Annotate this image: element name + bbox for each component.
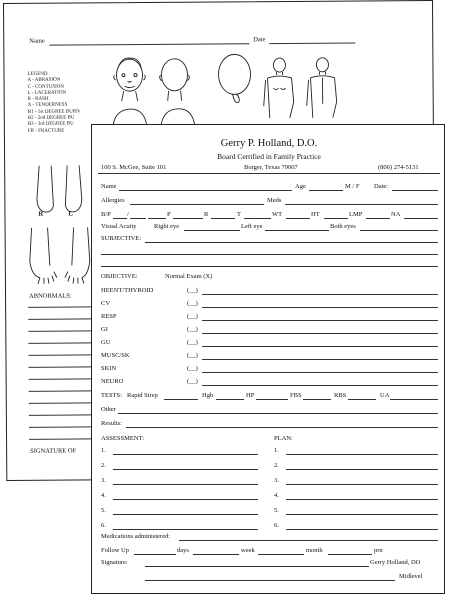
abnormals-line[interactable] bbox=[29, 414, 95, 415]
doctor-subtitle: Board Certified in Family Practice bbox=[217, 152, 321, 161]
rbs-field[interactable] bbox=[348, 399, 376, 400]
system-notes-line[interactable] bbox=[202, 320, 438, 321]
child-head-back-figure bbox=[156, 55, 192, 103]
plan-number: 6. bbox=[274, 522, 279, 529]
signature-label: SIGNATURE OF bbox=[30, 447, 77, 455]
right-eye-label: Right eye bbox=[154, 223, 180, 230]
legend-item: X - TENDERNESS bbox=[27, 103, 68, 109]
normal-checkbox[interactable]: (__) bbox=[187, 313, 198, 320]
medications-administered-field[interactable] bbox=[179, 540, 438, 541]
adult-head-top-figure bbox=[214, 52, 254, 108]
abnormals-line[interactable] bbox=[29, 426, 95, 427]
system-label: CV bbox=[101, 300, 111, 307]
fbs-label: FBS bbox=[290, 392, 302, 399]
system-notes-line[interactable] bbox=[202, 294, 438, 295]
rbs-label: RBS bbox=[334, 392, 347, 399]
bp-systolic-field[interactable] bbox=[113, 218, 127, 219]
fbs-field[interactable] bbox=[303, 399, 331, 400]
assessment-line[interactable] bbox=[113, 484, 258, 485]
temp-field[interactable] bbox=[211, 218, 235, 219]
plan-number: 5. bbox=[274, 507, 279, 514]
hgb-field[interactable] bbox=[216, 399, 244, 400]
date-field[interactable] bbox=[392, 190, 438, 191]
date-label: Date bbox=[253, 36, 266, 44]
system-label: GI bbox=[101, 326, 108, 333]
normal-checkbox[interactable]: (__) bbox=[187, 378, 198, 385]
hp-label: HP bbox=[246, 392, 255, 399]
legend-item: B1 - 1st DEGREE BURN bbox=[27, 109, 80, 115]
assessment-line[interactable] bbox=[113, 454, 258, 455]
assessment-number: 1. bbox=[101, 447, 106, 454]
week-label: week bbox=[241, 547, 255, 554]
subjective-line[interactable] bbox=[145, 242, 438, 243]
left-eye-field[interactable] bbox=[265, 230, 329, 231]
weight-field[interactable] bbox=[244, 218, 271, 219]
legend-item: L - LACERATION bbox=[27, 90, 67, 96]
subjective-line[interactable] bbox=[101, 266, 438, 267]
plan-line[interactable] bbox=[286, 469, 438, 470]
rapid-strep-label: Rapid Strep bbox=[127, 392, 158, 399]
legend-title: LEGEND bbox=[27, 71, 48, 77]
rapid-strep-field[interactable] bbox=[164, 399, 198, 400]
normal-checkbox[interactable]: (__) bbox=[187, 300, 198, 307]
bp-diastolic-field[interactable] bbox=[130, 218, 146, 219]
system-label: GU bbox=[101, 339, 111, 346]
wt-label: WT bbox=[272, 211, 283, 218]
abnormals-line[interactable] bbox=[28, 318, 94, 319]
assessment-line[interactable] bbox=[113, 469, 258, 470]
tests-label: TESTS: bbox=[101, 392, 122, 399]
system-notes-line[interactable] bbox=[202, 346, 438, 347]
na-trailing-field[interactable] bbox=[404, 218, 438, 219]
both-eyes-field[interactable] bbox=[360, 230, 438, 231]
ht-label: HT bbox=[311, 211, 320, 218]
na-field[interactable] bbox=[366, 218, 390, 219]
height-field[interactable] bbox=[286, 218, 310, 219]
visual-acuity-label: Visual Acuity bbox=[101, 223, 137, 230]
abnormals-line[interactable] bbox=[28, 342, 94, 343]
both-eyes-label: Both eyes bbox=[330, 223, 356, 230]
legend-item: B2 - 2nd DEGREE BU bbox=[27, 115, 75, 121]
physician-signature-line[interactable] bbox=[145, 566, 369, 567]
normal-checkbox[interactable]: (__) bbox=[187, 365, 198, 372]
system-notes-line[interactable] bbox=[202, 333, 438, 334]
follow-up-month-field[interactable] bbox=[258, 554, 304, 555]
assessment-line[interactable] bbox=[113, 529, 258, 530]
other-label: Other bbox=[101, 406, 116, 413]
assessment-number: 3. bbox=[101, 477, 106, 484]
plan-number: 4. bbox=[274, 492, 279, 499]
plan-line[interactable] bbox=[286, 454, 438, 455]
midlevel-label: Midlevel bbox=[399, 573, 423, 580]
abnormals-line[interactable] bbox=[29, 402, 95, 403]
name-line[interactable] bbox=[49, 43, 249, 45]
legend-item: C - CONTUSION bbox=[27, 84, 64, 90]
objective-label: OBJECTIVE: bbox=[101, 273, 138, 280]
normal-checkbox[interactable]: (__) bbox=[187, 339, 198, 346]
system-label: SKIN bbox=[101, 365, 117, 372]
age-label: Age bbox=[295, 183, 306, 190]
results-field[interactable] bbox=[126, 427, 438, 428]
abnormals-line[interactable] bbox=[28, 330, 94, 331]
foot-label-right: R bbox=[38, 210, 44, 218]
legend-item: A - ABRASION bbox=[27, 77, 61, 84]
ua-field[interactable] bbox=[390, 399, 438, 400]
feet-sole-figure bbox=[26, 225, 96, 287]
system-notes-line[interactable] bbox=[202, 372, 438, 373]
abnormals-line[interactable] bbox=[29, 378, 95, 379]
system-notes-line[interactable] bbox=[202, 307, 438, 308]
pulse-field[interactable] bbox=[148, 218, 166, 219]
meds-label: Meds bbox=[267, 197, 282, 204]
plan-line[interactable] bbox=[286, 484, 438, 485]
abnormals-line[interactable] bbox=[29, 390, 95, 391]
age-field[interactable] bbox=[309, 190, 343, 191]
lmp-label: LMP bbox=[349, 211, 363, 218]
hgb-label: Hgb bbox=[202, 392, 214, 399]
lmp-field[interactable] bbox=[324, 218, 348, 219]
midlevel-signature-line[interactable] bbox=[145, 580, 395, 581]
phone: (806) 274-5131 bbox=[378, 164, 419, 171]
signature-label: Signature: bbox=[101, 559, 128, 566]
adult-body-front-figure bbox=[261, 56, 297, 120]
name-label: Name bbox=[29, 37, 45, 45]
prn-label: prn bbox=[374, 547, 383, 554]
plan-number: 2. bbox=[274, 462, 279, 469]
header-divider bbox=[98, 173, 440, 174]
right-eye-field[interactable] bbox=[184, 230, 240, 231]
abnormals-line[interactable] bbox=[29, 438, 95, 439]
allergies-label: Allergies bbox=[101, 197, 125, 204]
abnormals-label: ABNORMALS: bbox=[29, 292, 72, 300]
abnormals-line[interactable] bbox=[28, 354, 94, 355]
legend-item: B3 - 3rd DEGREE BU bbox=[27, 121, 74, 128]
t-label: T bbox=[237, 211, 241, 218]
assessment-line[interactable] bbox=[113, 514, 258, 515]
system-notes-line[interactable] bbox=[202, 359, 438, 360]
name-field[interactable] bbox=[119, 190, 292, 191]
resp-field[interactable] bbox=[173, 218, 203, 219]
adult-body-back-figure bbox=[304, 56, 340, 120]
assessment-number: 6. bbox=[101, 522, 106, 529]
left-eye-label: Left eye bbox=[241, 223, 263, 230]
assessment-number: 4. bbox=[101, 492, 106, 499]
child-face-front-figure bbox=[109, 53, 149, 103]
results-label: Results: bbox=[101, 420, 122, 427]
address: 100 S. McGee, Suite 101 bbox=[101, 164, 167, 171]
subjective-line[interactable] bbox=[101, 254, 438, 255]
signer-name: Gerry Holland, DO bbox=[370, 559, 421, 566]
system-label: HEENT/THYROID bbox=[101, 287, 154, 294]
hp-field[interactable] bbox=[256, 399, 288, 400]
follow-up-week-field[interactable] bbox=[193, 554, 239, 555]
abnormals-line[interactable] bbox=[29, 366, 95, 367]
legend bbox=[27, 71, 79, 134]
abnormals-line[interactable] bbox=[28, 306, 94, 307]
system-label: RESP bbox=[101, 313, 117, 320]
allergies-field[interactable] bbox=[130, 204, 264, 205]
sex-label: M / F bbox=[345, 183, 360, 190]
plan-line[interactable] bbox=[286, 499, 438, 500]
system-label: MUSC/SK bbox=[101, 352, 130, 359]
r-label: R bbox=[204, 211, 209, 218]
normal-checkbox[interactable]: (__) bbox=[187, 352, 198, 359]
assessment-number: 5. bbox=[101, 507, 106, 514]
ua-label: UA bbox=[380, 392, 390, 399]
follow-up-days-field[interactable] bbox=[134, 554, 176, 555]
plan-number: 1. bbox=[274, 447, 279, 454]
na-label: NA bbox=[391, 211, 401, 218]
doctor-name: Gerry P. Holland, D.O. bbox=[220, 138, 318, 149]
plan-line[interactable] bbox=[286, 529, 438, 530]
meds-field[interactable] bbox=[285, 204, 438, 205]
plan-line[interactable] bbox=[286, 514, 438, 515]
normal-checkbox[interactable]: (__) bbox=[187, 287, 198, 294]
normal-exam-label: Normal Exam (X) bbox=[165, 273, 213, 280]
assessment-label: ASSESSMENT: bbox=[101, 435, 145, 442]
system-label: NEURO bbox=[101, 378, 124, 385]
bp-slash: / bbox=[127, 211, 129, 218]
date-line[interactable] bbox=[269, 43, 355, 45]
subjective-label: SUBJECTIVE: bbox=[101, 235, 142, 242]
follow-up-prn-field[interactable] bbox=[328, 554, 372, 555]
system-notes-line[interactable] bbox=[202, 385, 438, 386]
follow-up-label: Follow Up bbox=[101, 547, 129, 554]
name-label: Name bbox=[101, 183, 117, 190]
month-label: month bbox=[306, 547, 323, 554]
city: Borger, Texas 79007 bbox=[244, 164, 298, 171]
legend-item: R - RASH bbox=[27, 96, 49, 103]
p-label: P bbox=[167, 211, 171, 218]
legend-item: FR - FRACTURE bbox=[27, 128, 65, 134]
front-form-sheet bbox=[91, 124, 445, 594]
bp-label: B/P bbox=[101, 211, 111, 218]
plan-number: 3. bbox=[274, 477, 279, 484]
assessment-number: 2. bbox=[101, 462, 106, 469]
foot-label-left: L bbox=[68, 210, 73, 218]
days-label: days bbox=[177, 547, 189, 554]
assessment-line[interactable] bbox=[113, 499, 258, 500]
date-label: Date: bbox=[374, 183, 389, 190]
plan-label: PLAN: bbox=[274, 435, 293, 442]
feet-top-figure bbox=[29, 163, 91, 215]
medications-administered-label: Medications administered: bbox=[101, 533, 171, 540]
other-field[interactable] bbox=[118, 413, 438, 414]
normal-checkbox[interactable]: (__) bbox=[187, 326, 198, 333]
